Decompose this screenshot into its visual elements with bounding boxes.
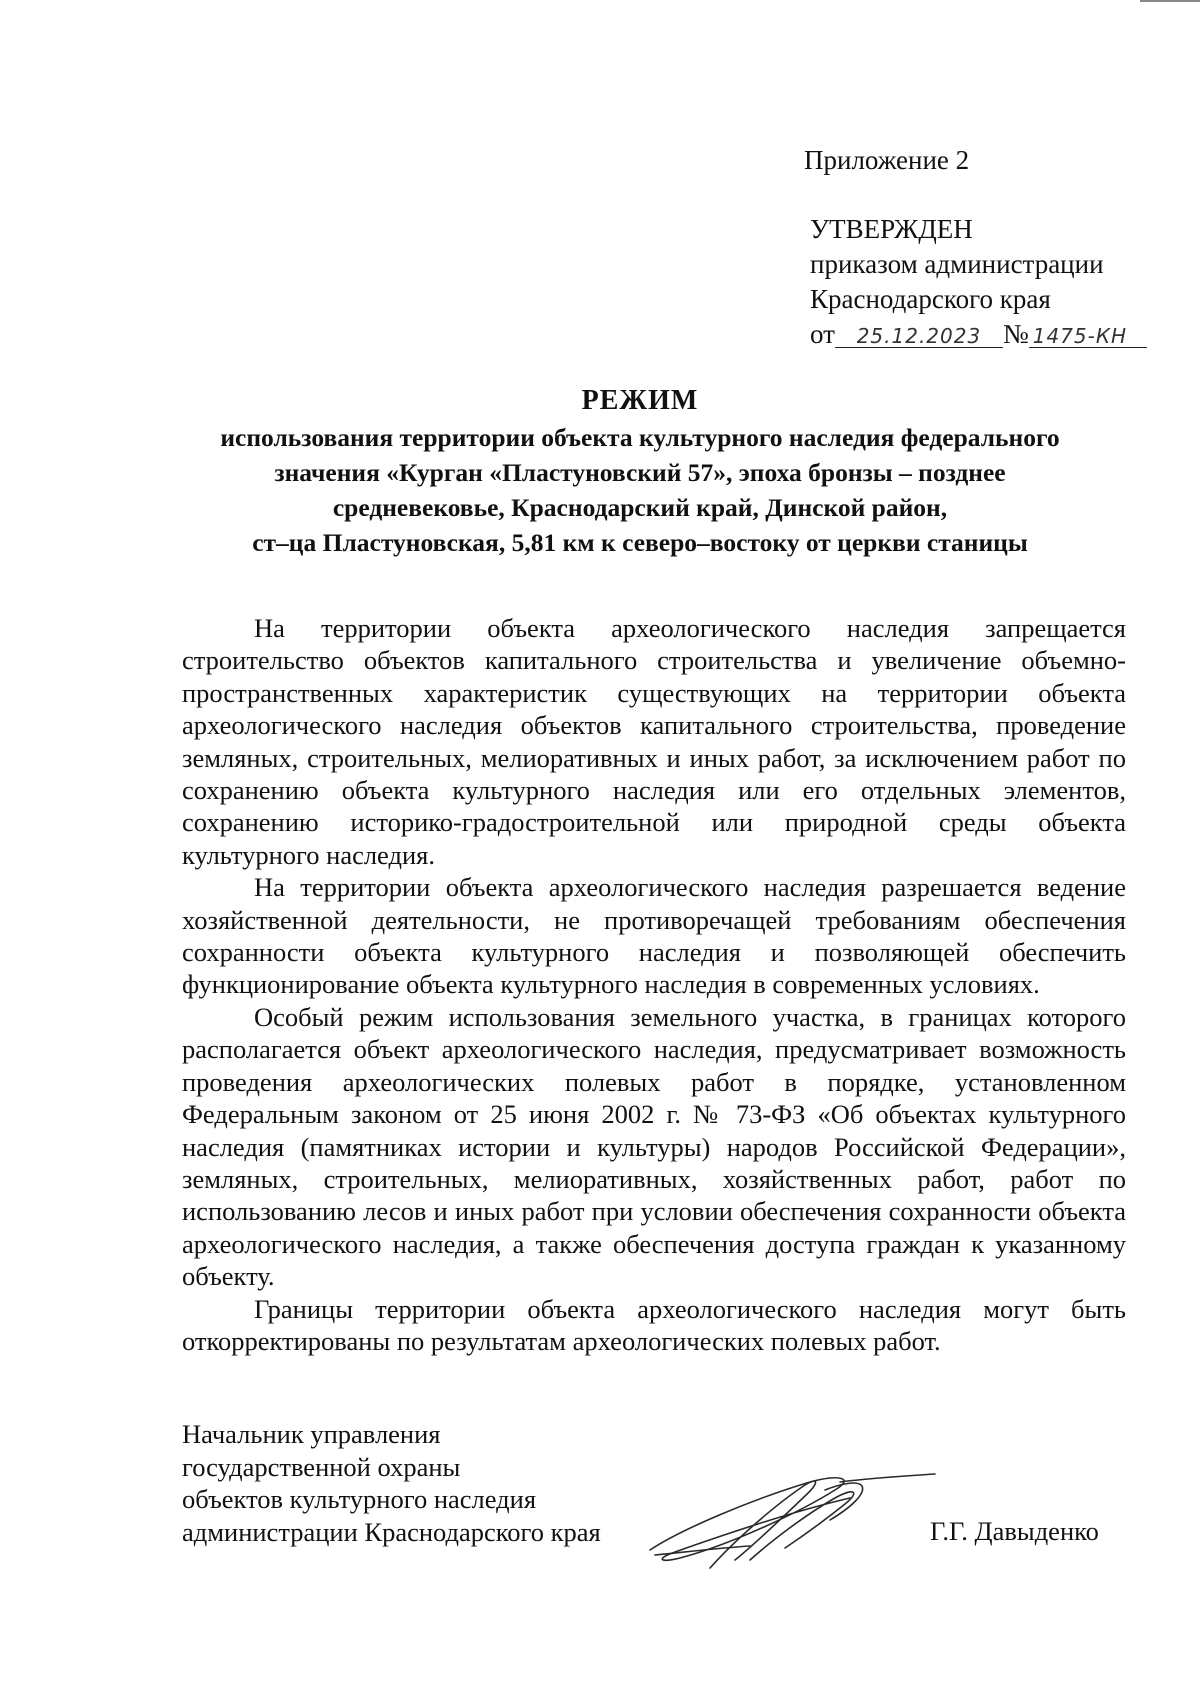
paragraph-1: На территории объекта археологического наследия запрещается строительство объектов капитального строительства и увеличение объемно-пространственных характеристик существующих на территории объекта археологического наследия объектов капитального строительства, проведение земляных, строительных, мелиоративных и иных работ, за исключением работ по сохранению объекта культурного наследия или его отдельных элементов, сохранению историко-градостроительной или природной среды объекта культурного наследия. xyxy=(182,613,1126,870)
approval-date: 25.12.2023 xyxy=(835,325,1003,348)
signatory-position-line-2: государственной охраны xyxy=(182,1451,461,1482)
title-line-1: использования территории объекта культурного наследия федерального xyxy=(220,423,1060,452)
handwritten-signature xyxy=(640,1460,940,1580)
signatory-name: Г.Г. Давыденко xyxy=(930,1516,1099,1546)
scan-edge-mark xyxy=(1140,0,1200,2)
approval-number: 1475-КН xyxy=(1029,325,1147,348)
title-main: РЕЖИМ xyxy=(581,385,699,416)
signatory-position-line-3: объектов культурного наследия xyxy=(182,1484,537,1514)
approval-line-1: приказом администрации xyxy=(810,249,1104,279)
appendix-label: Приложение 2 xyxy=(804,145,970,175)
title-line-4: ст–ца Пластуновская, 5,81 км к северо–востоку от церкви станицы xyxy=(252,528,1028,557)
paragraph-2: На территории объекта археологического наследия разрешается ведение хозяйственной деятельности, не противоречащей требованиям обеспечения сохранности объекта культурного наследия и позволяющей обеспечить функционирование объекта культурного наследия в современных условиях. xyxy=(182,872,1126,1000)
document-body xyxy=(182,612,1126,1357)
approval-block xyxy=(810,212,1147,352)
title-line-3: средневековье, Краснодарский край, Динской район, xyxy=(332,493,948,522)
approval-heading: УТВЕРЖДЕН xyxy=(810,214,973,244)
approval-from-prefix: от xyxy=(810,319,835,349)
approval-line-2: Краснодарского края xyxy=(810,284,1051,314)
paragraph-3: Особый режим использования земельного участка, в границах которого располагается объект археологического наследия, предусматривает возможность проведения археологических полевых работ в порядке, установленном Федеральным законом от 25 июня 2002 г. № 73-ФЗ «Об объектах культурного наследия (памятниках истории и культуры) народов Российской Федерации», земляных, строительных, мелиоративных, хозяйственных работ, работ по использованию лесов и иных работ при условии обеспечения сохранности объекта археологического наследия, а также обеспечения доступа граждан к указанному объекту. xyxy=(182,1001,1126,1292)
signatory-position-line-1: Начальник управления xyxy=(182,1419,441,1449)
approval-date-number xyxy=(810,317,1147,352)
title-line-2: значения «Курган «Пластуновский 57», эпоха бронзы – позднее xyxy=(274,458,1006,487)
approval-number-sign: № xyxy=(1002,319,1029,349)
document-title xyxy=(150,383,1130,559)
signatory-position-line-4: администрации Краснодарского края xyxy=(182,1516,601,1547)
paragraph-4: Границы территории объекта археологического наследия могут быть откорректированы по результатам археологических полевых работ. xyxy=(182,1293,1126,1356)
signatory-position xyxy=(182,1418,601,1548)
